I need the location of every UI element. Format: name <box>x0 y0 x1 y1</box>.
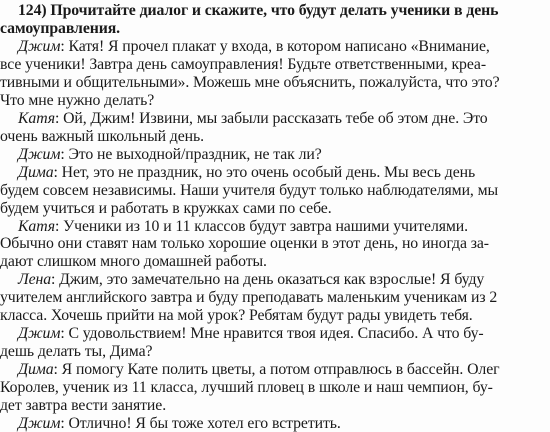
replica-text: Обычно они ставят нам только хорошие оценки в этот день, но иногда за- <box>0 235 489 253</box>
replica-text: : Джим, это замечательно на день оказаться как взрослые! Я буду <box>51 271 485 289</box>
dialogue-line <box>0 397 166 414</box>
replica-text: : С удовольствием! Мне нравится твоя идея. Спасибо. А что бу- <box>60 325 484 343</box>
replica-text: дет завтра вести занятие. <box>0 397 167 414</box>
dialogue-line <box>0 253 267 270</box>
dialogue-line <box>0 128 204 145</box>
speaker-name: Джим <box>18 145 61 163</box>
speaker-name: Джим <box>18 415 61 432</box>
dialogue-line <box>0 307 473 324</box>
task-title-continued: самоуправления. <box>0 20 121 37</box>
replica-text: очень важный школьный день. <box>0 127 204 145</box>
replica-text: : Ой, Джим! Извини, мы забыли рассказать тебе об этом дне. Это <box>54 109 488 127</box>
replica-text: Что мне нужно делать? <box>0 91 155 109</box>
replica-text: : Ученики из 10 и 11 классов будут завтра нашими учителями. <box>54 217 468 235</box>
dialogue-line <box>0 235 489 252</box>
task-title-line-2 <box>0 20 120 37</box>
replica-text: будем совсем независимы. Наши учителя будут только наблюдателями, мы <box>0 181 499 199</box>
dialogue-line <box>18 415 341 432</box>
dialogue-line <box>18 361 499 378</box>
dialogue-line <box>18 110 488 127</box>
dialogue-line <box>0 92 154 109</box>
dialogue-line <box>18 218 468 235</box>
dialogue-line <box>0 379 493 396</box>
speaker-name: Джим <box>18 37 61 55</box>
dialogue-line <box>0 343 152 360</box>
replica-text: все ученики! Завтра день самоуправления! Будьте ответственными, креа- <box>0 55 486 73</box>
dialogue-line <box>18 146 322 163</box>
task-title-line-1 <box>18 2 498 19</box>
replica-text: : Нет, это не праздник, но это очень особый день. Мы весь день <box>53 163 476 181</box>
replica-text: : Катя! Я прочел плакат у входа, в котором написано «Внимание, <box>60 37 490 55</box>
dialogue-line <box>0 56 486 73</box>
dialogue-line <box>0 200 332 217</box>
speaker-name: Катя <box>18 109 55 127</box>
replica-text: Королев, ученик из 11 класса, лучший пловец в школе и наш чемпион, бу- <box>0 379 493 397</box>
replica-text: : Я помогу Кате полить цветы, а потом отправлюсь в бассейн. Олег <box>53 361 500 379</box>
speaker-name: Катя <box>18 217 55 235</box>
replica-text: дешь делать ты, Дима? <box>0 343 153 361</box>
replica-text: класса. Хочешь прийти на мой урок? Ребятам будут рады увидеть тебя. <box>0 307 473 325</box>
dialogue-line <box>0 182 498 199</box>
dialogue-line <box>18 164 475 181</box>
dialogue-line <box>18 325 484 342</box>
dialogue-line <box>0 289 497 306</box>
speaker-name: Джим <box>18 325 61 343</box>
replica-text: будем учиться и работать в кружках сами по себе. <box>0 199 332 217</box>
replica-text: : Это не выходной/праздник, не так ли? <box>60 145 322 163</box>
speaker-name: Дима <box>18 361 54 379</box>
speaker-name: Лена <box>18 271 52 289</box>
task-title: Прочитайте диалог и скажите, что будут делать ученики в день <box>50 2 499 19</box>
replica-text: : Отлично! Я бы тоже хотел его встретить. <box>60 415 341 432</box>
task-number: 124) <box>18 2 47 19</box>
replica-text: учителем английского завтра и буду преподавать маленьким ученикам из 2 <box>0 289 498 307</box>
dialogue-line <box>18 271 484 288</box>
dialogue-line <box>18 38 490 55</box>
speaker-name: Дима <box>18 163 54 181</box>
replica-text: тивными и общительными». Можешь мне объяснить, пожалуйста, что это? <box>0 73 500 91</box>
dialogue-line <box>0 74 500 91</box>
replica-text: дают слишком много домашней работы. <box>0 253 267 271</box>
